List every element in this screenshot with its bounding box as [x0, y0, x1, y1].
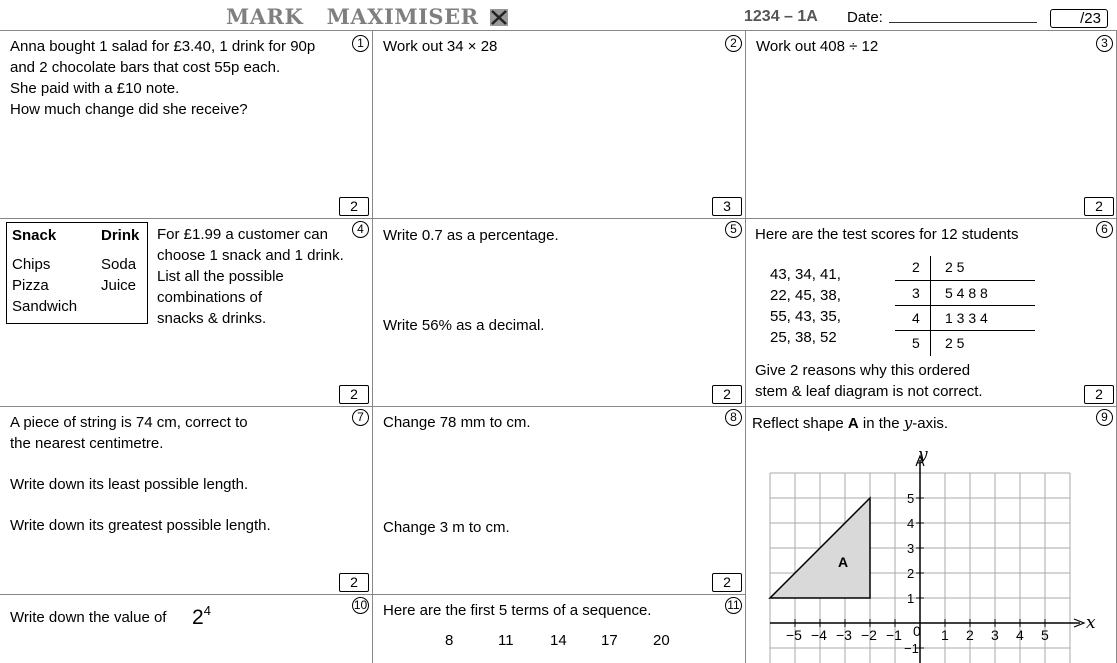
q8-number: 8 — [725, 409, 742, 426]
grid-divider — [0, 30, 1117, 31]
q10-base: 2 — [192, 606, 204, 629]
q10-text: Write down the value of — [10, 609, 167, 626]
q8-marks: 2 — [712, 573, 742, 592]
worksheet-code: 1234 – 1A — [744, 8, 818, 25]
x-axis-label: x — [1086, 613, 1096, 633]
snack-item: Chips — [12, 256, 51, 273]
x-tick-label: −2 — [861, 627, 877, 643]
grid-divider — [0, 218, 1117, 219]
snack-item: Sandwich — [12, 298, 78, 315]
q6-marks: 2 — [1084, 385, 1114, 404]
date-label: Date: — [847, 9, 883, 26]
q2-text: Work out 34 × 28 — [383, 38, 498, 55]
grid-divider — [745, 30, 746, 663]
q1-line: and 2 chocolate bars that cost 55p each. — [10, 59, 281, 76]
y-tick-label: 2 — [907, 566, 915, 581]
grid-divider — [0, 406, 1117, 407]
stem: 4 — [912, 310, 920, 326]
y-tick-label: 5 — [907, 491, 915, 506]
q2-number: 2 — [725, 35, 742, 52]
stem: 3 — [912, 285, 920, 301]
q9-text — [752, 414, 948, 432]
sequence-term: 8 — [445, 632, 454, 649]
q7-marks: 2 — [339, 573, 369, 592]
drink-item: Soda — [101, 256, 137, 273]
x-tick-label: −1 — [886, 627, 902, 643]
q5-text-decimal: Write 56% as a decimal. — [383, 317, 545, 334]
q4-line: List all the possible — [157, 268, 284, 285]
score-line: 55, 43, 35, — [770, 308, 841, 325]
y-tick-label: 3 — [907, 541, 915, 556]
q8-text-mm: Change 78 mm to cm. — [383, 414, 531, 431]
q9-text-part: in the — [858, 415, 904, 432]
leaf-row: 5 4 8 8 — [945, 285, 988, 301]
sequence-term: 17 — [601, 632, 618, 649]
y-tick-label: 1 — [907, 591, 915, 606]
q9-text-part: -axis. — [912, 415, 949, 432]
q7-text — [10, 412, 248, 454]
q1-number: 1 — [352, 35, 369, 52]
q4-marks: 2 — [339, 385, 369, 404]
score-line: 43, 34, 41, — [770, 266, 841, 283]
q7-line: the nearest centimetre. — [10, 435, 164, 452]
grid-divider — [372, 30, 373, 663]
q7-line: A piece of string is 74 cm, correct to — [10, 414, 248, 431]
q6-question-line: stem & leaf diagram is not correct. — [755, 383, 983, 400]
q10-number: 10 — [353, 598, 368, 612]
q1-line: How much change did she receive? — [10, 101, 248, 118]
stem: 5 — [912, 335, 920, 351]
leaf-row: 2 5 — [945, 335, 965, 351]
q9-text-part: Reflect shape — [752, 415, 848, 432]
drink-item: Juice — [101, 277, 137, 294]
snack-item: Pizza — [12, 277, 49, 294]
q1-line: Anna bought 1 salad for £3.40, 1 drink for 90p — [10, 38, 316, 55]
q9-text-part: A — [847, 415, 859, 432]
app-title: MARK MAXIMISER — [226, 4, 479, 29]
x-tick-label: 1 — [941, 627, 949, 643]
q7-number: 7 — [352, 409, 369, 426]
q4-line: choose 1 snack and 1 drink. — [157, 247, 344, 264]
leaf-row: 2 5 — [945, 259, 965, 275]
x-tick-label: 3 — [991, 627, 999, 643]
origin-label: 0 — [913, 623, 921, 639]
q1-text — [10, 36, 315, 120]
q5-text-percentage: Write 0.7 as a percentage. — [383, 227, 559, 244]
q11-number: 11 — [725, 597, 742, 614]
q5-number: 5 — [725, 221, 742, 238]
q1-marks: 2 — [339, 197, 369, 216]
y-tick-label: 4 — [907, 516, 915, 531]
q2-marks: 3 — [712, 197, 742, 216]
q11-text: Here are the first 5 terms of a sequence. — [383, 602, 652, 619]
sequence-term: 20 — [653, 632, 670, 649]
snack-drink-table — [6, 222, 148, 324]
x-tick-label: −5 — [786, 627, 802, 643]
stem: 2 — [912, 259, 920, 275]
q3-number: 3 — [1096, 35, 1113, 52]
q4-line: snacks & drinks. — [157, 310, 267, 327]
coordinate-grid — [760, 440, 1110, 663]
q3-marks: 2 — [1084, 197, 1114, 216]
q7-greatest: Write down its greatest possible length. — [10, 517, 271, 534]
q9-text-part: y — [903, 414, 913, 432]
q1-line: She paid with a £10 note. — [10, 80, 180, 97]
leaf-row: 1 3 3 4 — [945, 310, 988, 326]
drink-header: Drink — [101, 227, 140, 244]
y-axis-label: y — [918, 445, 928, 465]
q4-line: For £1.99 a customer can — [157, 226, 328, 243]
q6-number: 6 — [1096, 221, 1113, 238]
x-tick-label: 2 — [966, 627, 974, 643]
q10-exponent: 4 — [203, 603, 211, 618]
shape-a-label: A — [838, 554, 849, 570]
score-line: 25, 38, 52 — [770, 329, 837, 346]
x-tick-label: −4 — [811, 627, 827, 643]
q8-text-m: Change 3 m to cm. — [383, 519, 510, 536]
x-tick-label: 4 — [1016, 627, 1024, 643]
x-tick-label: 5 — [1041, 627, 1049, 643]
date-field[interactable] — [889, 22, 1037, 23]
sequence-term: 11 — [498, 632, 514, 649]
x-tick-label: −3 — [836, 627, 852, 643]
close-x-icon — [489, 8, 509, 27]
q6-scores — [770, 264, 841, 348]
q4-line: combinations of — [157, 289, 263, 306]
total-score-box: /23 — [1050, 9, 1108, 28]
q4-number: 4 — [352, 221, 369, 238]
header — [0, 0, 1117, 30]
sequence-term: 14 — [550, 632, 567, 649]
y-tick-label: −1 — [904, 641, 919, 656]
stem-leaf-diagram — [895, 256, 1035, 356]
q7-least: Write down its least possible length. — [10, 476, 249, 493]
q6-intro: Here are the test scores for 12 students — [755, 226, 1019, 243]
q9-number: 9 — [1096, 409, 1113, 426]
q4-text — [157, 224, 344, 329]
q3-text: Work out 408 ÷ 12 — [756, 38, 879, 55]
snack-header: Snack — [12, 227, 57, 244]
q10-power — [192, 603, 211, 630]
q6-question-line: Give 2 reasons why this ordered — [755, 362, 971, 379]
q5-marks: 2 — [712, 385, 742, 404]
score-line: 22, 45, 38, — [770, 287, 841, 304]
